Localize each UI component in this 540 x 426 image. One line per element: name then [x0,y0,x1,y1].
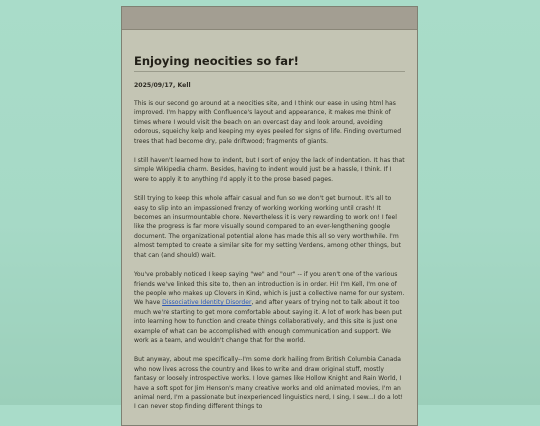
post-paragraph-2: I still haven't learned how to indent, but I sort of enjoy the lack of indentation. It has that simple Wikipedia charm. Besides, having to indent would just be a hassle, I think. If I were to apply it to anything I'd apply it to the prose based pages. [134,157,405,183]
dissociative-identity-disorder-link[interactable]: Dissociative Identity Disorder [162,299,252,307]
post-date-author: 2025/09/17, Kell [134,82,191,89]
paragraph-4-text-end: , and after years of trying not to talk about it too much we're starting to get more comfortable about saying it. A lot of work has been put into learning how to function and create things collaboratively, and this site is just one example of what can be accomplished with enough communication and support. We work as a team, and wouldn't change that for the world. [134,299,402,344]
post-paragraph-4 [134,270,405,345]
content-panel [121,6,418,426]
paragraph-4-text-start: You've probably noticed I keep saying "we" and "our" -- if you aren't one of the various friends we've linked this site to, then an introduction is in order. Hi! I'm Kell, I'm one of the people who makes up Clovers in Kind, which is just a collective name for our system. We have [134,271,405,307]
post-body [122,30,417,412]
panel-header-bar [122,7,417,30]
post-title: Enjoying neocities so far! [134,54,405,72]
post-paragraph-3: Still trying to keep this whole affair casual and fun so we don't get burnout. It's all to easy to slip into an impassioned frenzy of working working working until crash! It becomes an insurmountable chore. Nevertheless it is very rewarding to work on! I feel like the progress is far more visually sound compared to an ever-lengthening google document. The organizational potential alone has made this all so very worthwhile. I'm almost tempted to create a similar site for my setting Verdens, among other things, but that can (and should) wait. [134,195,401,259]
post-paragraph-5: But anyway, about me specifically--I'm some dork hailing from British Columbia Canada who now lives across the country and likes to write and draw original stuff, mostly fantasy or loosely introspective works. I love games like Hollow Knight and Rain World, I have a soft spot for Jim Henson's many creative works and old animated movies, I'm an animal nerd, I'm a passionate but inexperienced linguistics nerd, I sing, I sew...I do a lot! I can never stop finding different things to [134,356,403,411]
post-paragraph-1: This is our second go around at a neocities site, and I think our ease in using html has improved. I'm happy with Confluence's layout and appearance, it makes me think of times where I would visit the beach on an overcast day and look around, avoiding odorous, squeichy kelp and keeping my eyes peeled for signs of life. Finding overturned trees that had become dry, pale driftwood; fragments of giants. [134,100,402,145]
